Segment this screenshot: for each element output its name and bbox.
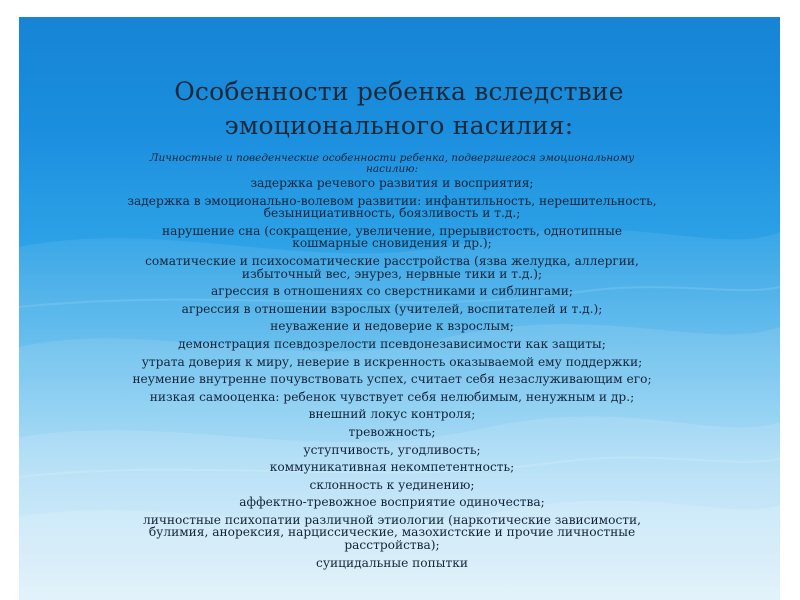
list-item-line: склонность к уединению; [309, 477, 475, 492]
list-item-line: избыточный вес, энурез, нервные тики и т.д.); [241, 266, 543, 281]
list-item [47, 356, 737, 369]
list-item-line: утрата доверия к миру, неверие в искренность оказываемой ему поддержки; [141, 354, 643, 369]
list-item-line: булимия, анорексия, нарциссические, мазохистские и прочие личностные [148, 525, 636, 540]
list-item-line: уступчивость, угодливость; [303, 442, 481, 457]
slide-title [89, 75, 709, 143]
list-item-line: агрессия в отношениях со сверстниками и сиблингами; [210, 284, 574, 299]
list-item [47, 177, 737, 190]
list-item [47, 255, 737, 280]
slide-body [47, 153, 737, 574]
list-item [47, 373, 737, 386]
list-item [47, 391, 737, 404]
slide [19, 17, 780, 600]
slide-title-line: эмоционального насилия: [224, 111, 574, 140]
list-item-line: тревожность; [348, 424, 436, 439]
list-item [47, 461, 737, 474]
list-item [47, 496, 737, 509]
list-item [47, 408, 737, 421]
list-item [47, 479, 737, 492]
list-item-line: агрессия в отношении взрослых (учителей, воспитателей и т.д.); [181, 301, 603, 316]
list-item-line: внешний локус контроля; [308, 407, 476, 422]
list-item-line: личностные психопатии различной этиологии (наркотические зависимости, [142, 512, 642, 527]
list-item [47, 195, 737, 220]
list-item-line: коммуникативная некомпетентность; [269, 460, 515, 475]
intro-line: Личностные и поведенческие особенности ребенка, подвергшегося эмоциональному [149, 152, 635, 164]
list-item-line: задержка речевого развития и восприятия; [250, 176, 534, 190]
list-item-line: суицидальные попытки [316, 555, 468, 570]
list-item-line: расстройства); [344, 538, 440, 553]
slide-content [19, 17, 780, 600]
list-item [47, 514, 737, 552]
intro-line: насилию: [365, 163, 419, 175]
list-item-line: аффектно-тревожное восприятие одиночества; [239, 495, 545, 510]
list-item [47, 303, 737, 316]
list-item-line: низкая самооценка: ребенок чувствует себя нелюбимым, ненужным и др.; [149, 389, 635, 404]
list-item-line: безынициативность, боязливость и т.д.; [263, 206, 521, 221]
list-item-line: задержка в эмоционально-волевом развитии: инфантильность, нерешительность, [127, 193, 657, 208]
list-item-line: кошмарные сновидения и др.); [292, 236, 492, 251]
list-item [47, 444, 737, 457]
list-item [47, 557, 737, 570]
intro-text [47, 153, 737, 175]
list-item-line: демонстрация псевдозрелости псевдонезависимости как защиты; [178, 336, 606, 351]
list-item-line: неумение внутренне почувствовать успех, считает себя незаслуживающим его; [132, 372, 652, 387]
feature-list [47, 177, 737, 569]
list-item-line: соматические и психосоматические расстройства (язва желудка, аллергии, [145, 253, 639, 268]
list-item [47, 225, 737, 250]
list-item [47, 426, 737, 439]
list-item-line: нарушение сна (сокращение, увеличение, прерывистость, однотипные [161, 223, 623, 238]
slide-title-line: Особенности ребенка вследствие [174, 77, 624, 106]
list-item-line: неуважение и недоверие к взрослым; [270, 319, 514, 334]
list-item [47, 338, 737, 351]
list-item [47, 285, 737, 298]
list-item [47, 320, 737, 333]
